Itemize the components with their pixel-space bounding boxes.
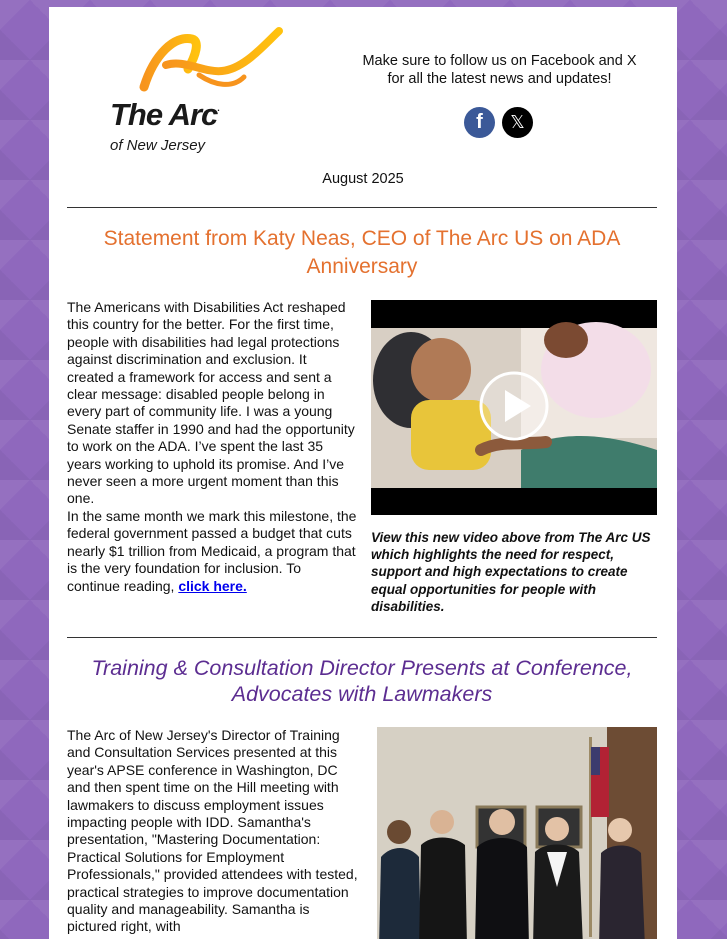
article1-video[interactable] [371, 300, 657, 515]
article1-paragraph-1: The Americans with Disabilities Act reshaped this country for the better. For the first time, people with disabilities had legal protections against discrimination and exclusion. It created a framework for access and sent a clear message: disabled people belong in every part of community life. I was a young Senate staffer in 1990 and had the opportunity to work on the ADA. I’ve spent the last 35 years working to uphold its promise. And I’ve never seen a more urgent moment than this one. [67, 299, 355, 507]
x-icon: 𝕏 [510, 112, 525, 133]
article1-read-more-link[interactable]: click here. [178, 577, 247, 594]
article2-title-line2: Advocates with Lawmakers [231, 682, 493, 706]
video-caption: View this new video above from The Arc US which highlights the need for respect, support and high expectations to create equal opportunities for people with disabilities. [371, 530, 651, 614]
article2-title-line1: Training & Consultation Director Presents at Conference, [91, 656, 633, 680]
article1-title-line1: Statement from Katy Neas, CEO of The Arc US on ADA [103, 227, 621, 250]
article2-title [67, 655, 657, 707]
article1-title [67, 225, 657, 281]
logo-title: The Arc. [110, 97, 219, 132]
arc-logo[interactable] [104, 25, 289, 154]
follow-message [327, 52, 672, 88]
follow-line-2: for all the latest news and updates! [387, 71, 612, 87]
issue-date: August 2025 [322, 171, 404, 187]
video-thumbnail [371, 300, 657, 515]
newsletter-header [49, 7, 677, 202]
logo-subtitle: of New Jersey [110, 137, 206, 154]
article2-body: The Arc of New Jersey's Director of Training and Consultation Services presented at this year's APSE conference in Washington, DC and then spent time on the Hill meeting with lawmakers to discuss employment issues impacting people with IDD. Samantha's presentation, "Mastering Documentation: Practical Solutions for Employment Professionals," provided attendees with tested, practical strategies to improve documentation quality and manageability. Samantha is pictured right, with [67, 727, 358, 935]
group-photo [377, 727, 657, 939]
article2-photo [377, 727, 657, 939]
facebook-button[interactable] [464, 107, 495, 138]
divider [67, 637, 657, 638]
x-button[interactable] [502, 107, 533, 138]
arc-swoosh-icon [104, 25, 289, 105]
divider [67, 207, 657, 208]
article1-title-line2: Anniversary [306, 255, 418, 278]
article1-paragraph-2: In the same month we mark this milestone, the federal government passed a budget that cuts nearly $1 trillion from Medicaid, a program that is the very foundation for inclusion. To continue reading, click here. [67, 507, 357, 594]
facebook-icon: f [476, 111, 483, 133]
follow-line-1: Make sure to follow us on Facebook and X [362, 53, 637, 69]
newsletter-sheet [49, 7, 677, 939]
social-links [464, 107, 533, 138]
article1-body [67, 299, 357, 595]
